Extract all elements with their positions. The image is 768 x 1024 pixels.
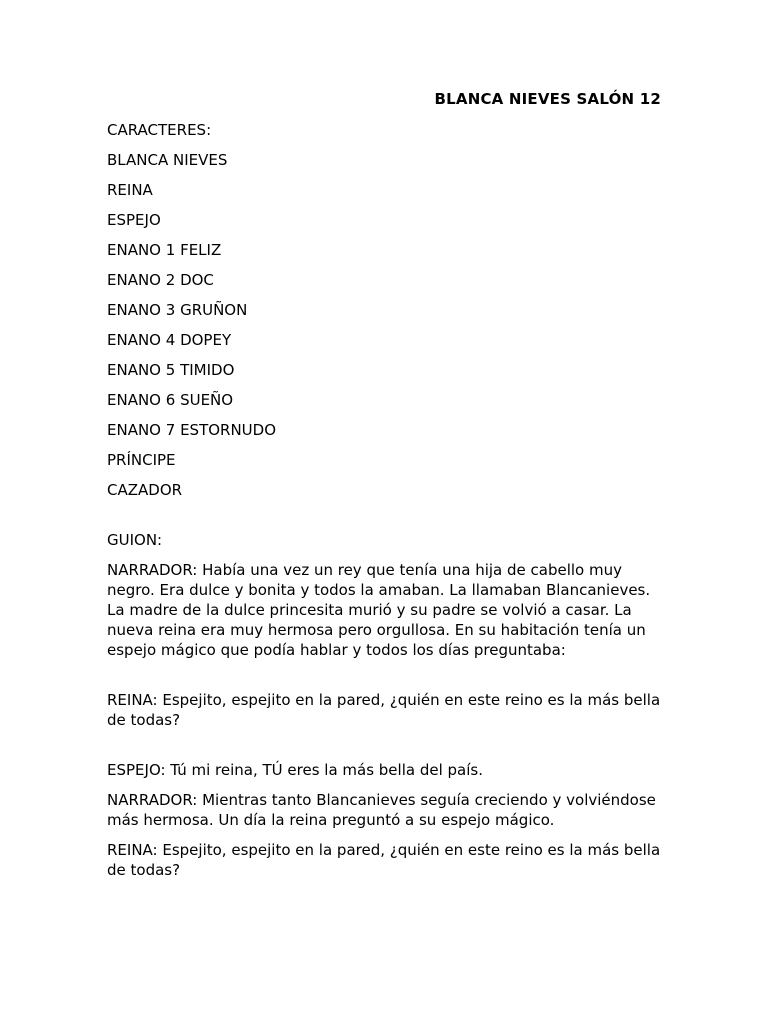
character-item: ENANO 5 TIMIDO xyxy=(107,361,235,379)
character-item: ESPEJO xyxy=(107,211,161,229)
character-item: ENANO 6 SUEÑO xyxy=(107,391,234,409)
document-title: BLANCA NIEVES SALÓN 12 xyxy=(434,90,661,108)
script-line: NARRADOR: Mientras tanto Blancanieves seguía creciendo y volviéndose más hermosa. Un día la reina preguntó a su espejo mágico. xyxy=(107,791,656,829)
character-item: PRÍNCIPE xyxy=(107,451,176,469)
script-line: REINA: Espejito, espejito en la pared, ¿quién en este reino es la más bella de todas? xyxy=(107,691,661,729)
character-item: ENANO 1 FELIZ xyxy=(107,241,222,259)
character-item: ENANO 4 DOPEY xyxy=(107,331,232,349)
script-line: NARRADOR: Había una vez un rey que tenía una hija de cabello muy negro. Era dulce y bonita y todos la amaban. La llamaban Blancanieves. La madre de la dulce princesita murió y su padre se volvió a casar. La nueva reina era muy hermosa pero orgullosa. En su habitación tenía un espejo mágico que podía hablar y todos los días preguntaba: xyxy=(107,561,651,659)
character-item: ENANO 3 GRUÑON xyxy=(107,301,248,319)
character-item: REINA xyxy=(107,181,153,199)
character-item: CAZADOR xyxy=(107,481,183,499)
document-body xyxy=(107,120,667,890)
character-item: BLANCA NIEVES xyxy=(107,151,228,169)
script-line: REINA: Espejito, espejito en la pared, ¿quién en este reino es la más bella de todas? xyxy=(107,841,661,879)
script-heading: GUION: xyxy=(107,531,163,549)
script-line: ESPEJO: Tú mi reina, TÚ eres la más bella del país. xyxy=(107,761,483,779)
character-item: ENANO 2 DOC xyxy=(107,271,214,289)
characters-heading: CARACTERES: xyxy=(107,121,212,139)
character-item: ENANO 7 ESTORNUDO xyxy=(107,421,277,439)
